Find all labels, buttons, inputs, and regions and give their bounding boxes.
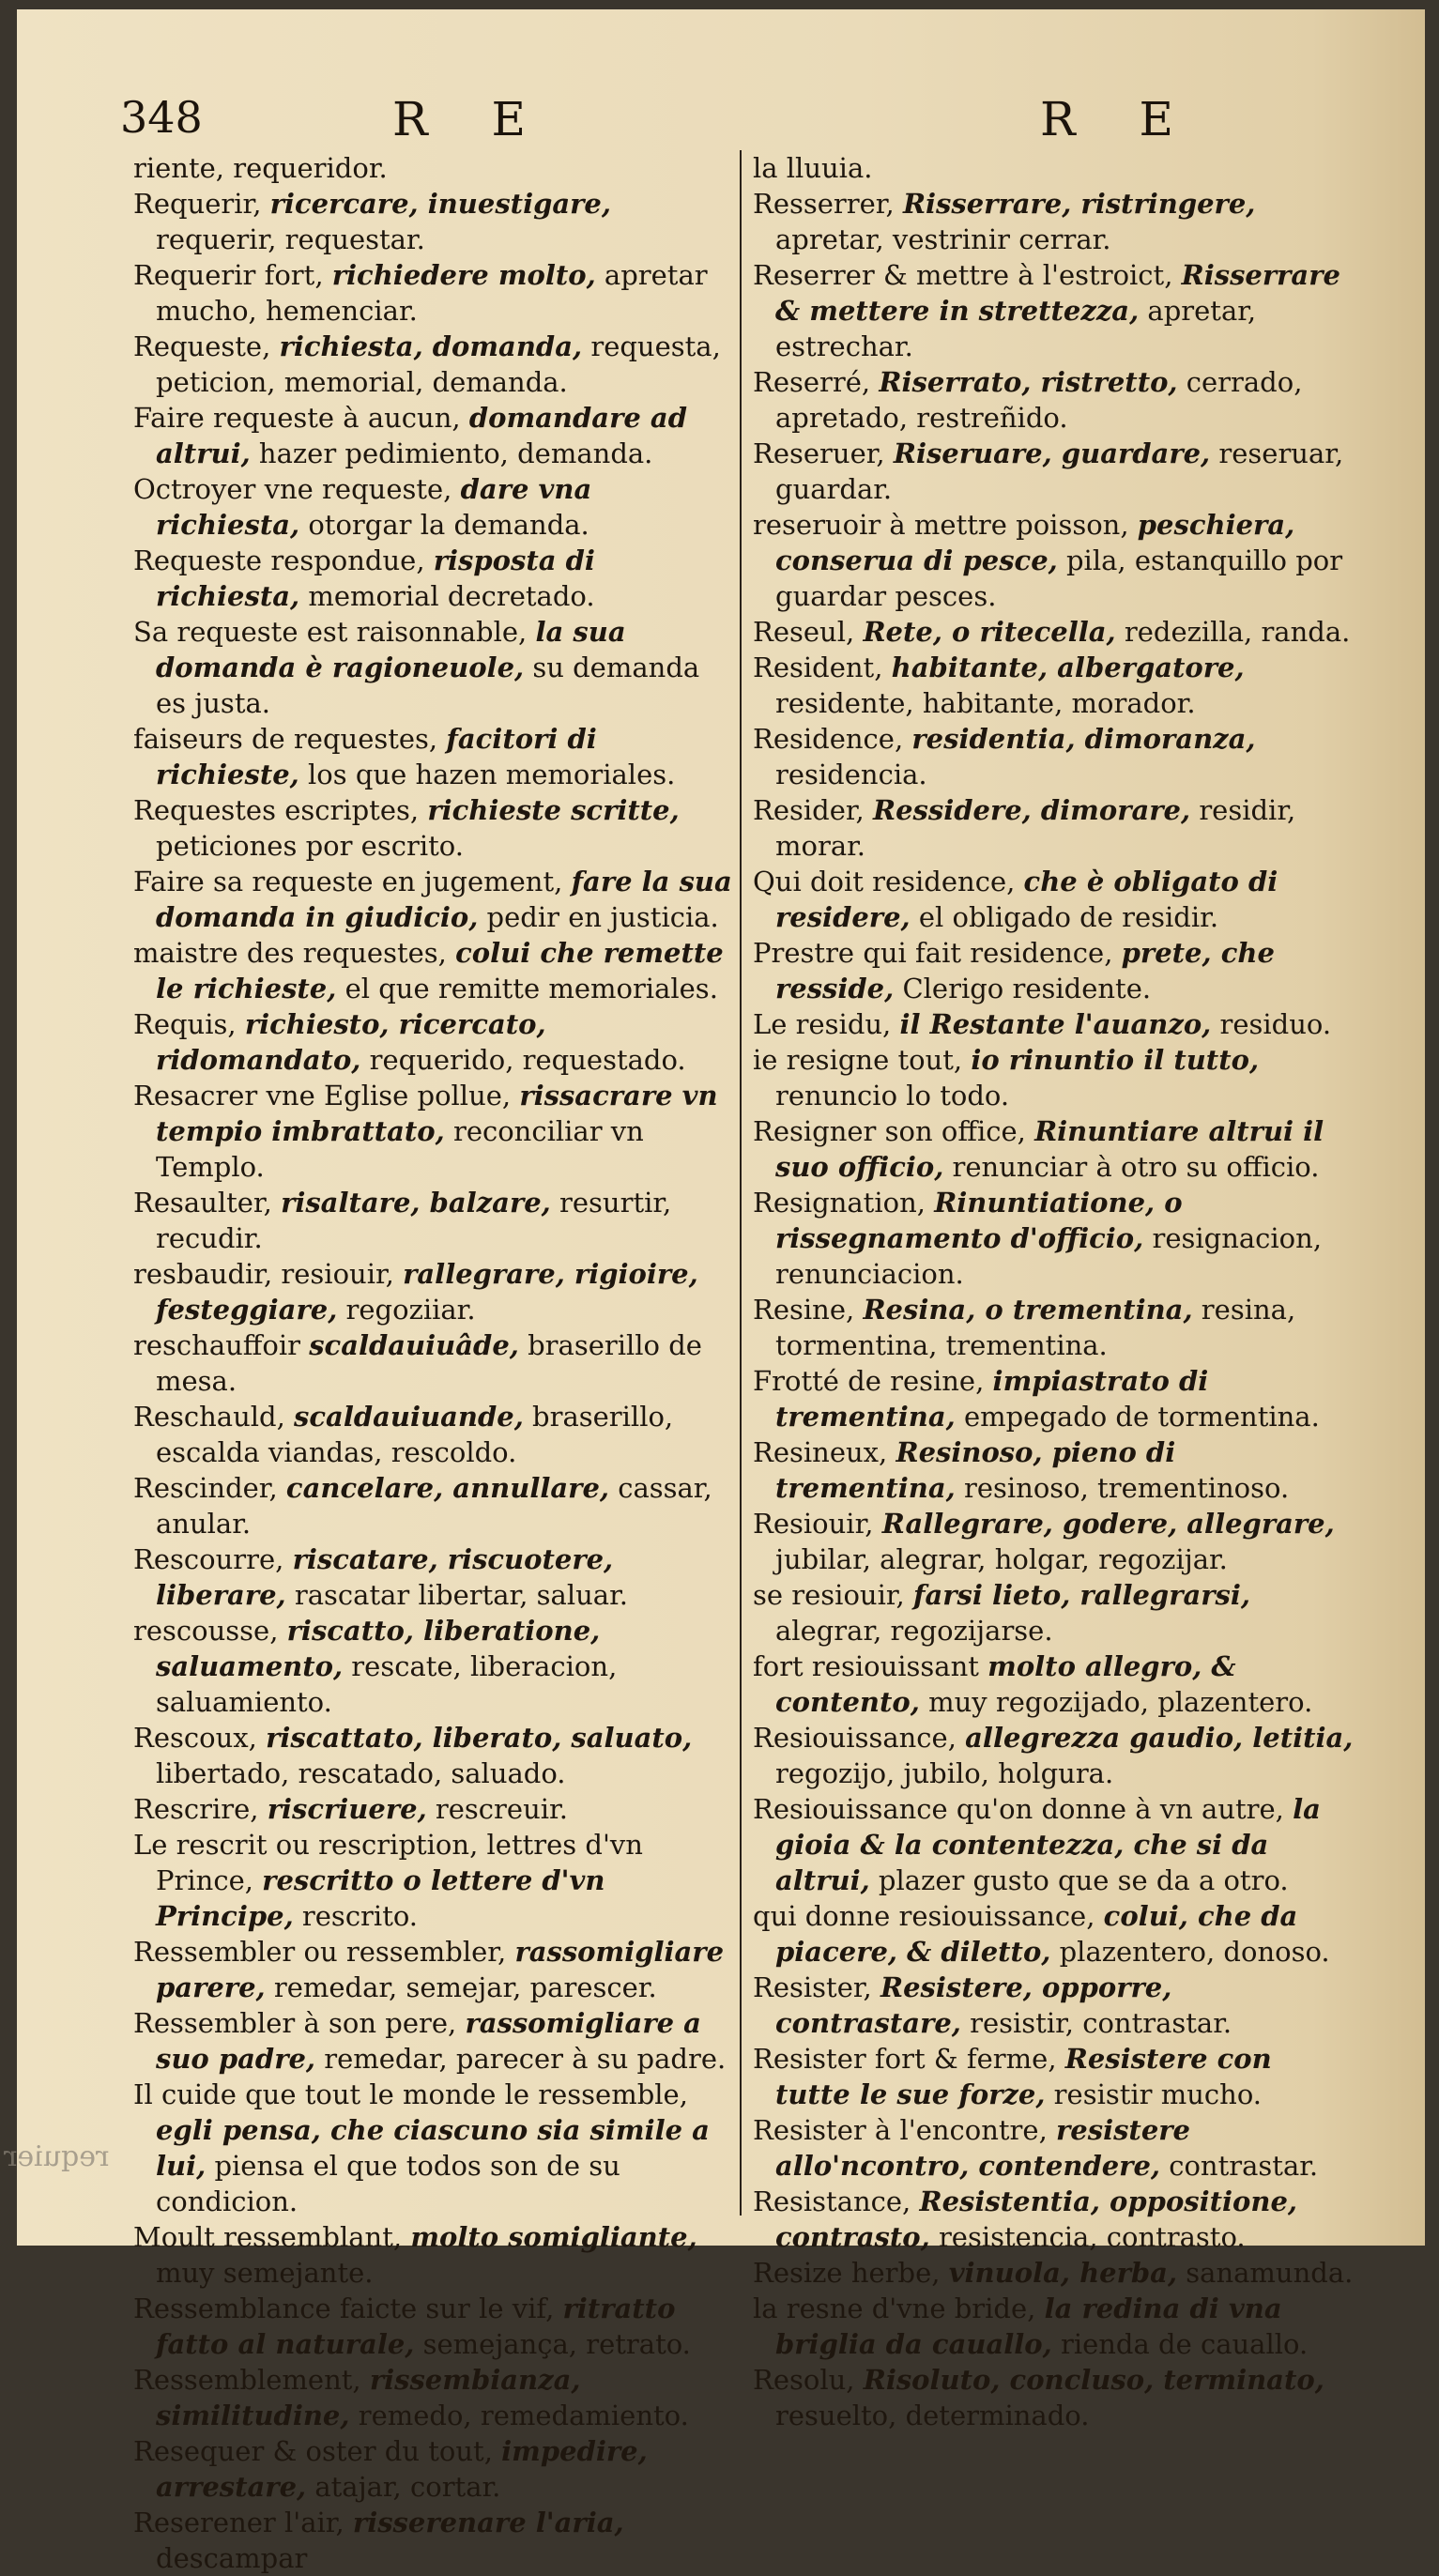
entry-french: Reserré,: [753, 366, 871, 398]
entry-italian: allegrezza gaudio, letitia,: [965, 1722, 1354, 1754]
dictionary-entry: [753, 2112, 1354, 2184]
dictionary-entry: [753, 1506, 1354, 1577]
entry-spanish: residencia.: [775, 759, 927, 790]
entry-french: Resider,: [753, 794, 865, 826]
entry-spanish: resuelto, determinado.: [775, 2400, 1090, 2431]
entry-italian: rassomigliare parere,: [156, 1936, 725, 2003]
dictionary-entry: [133, 2005, 734, 2077]
dictionary-entry: [753, 1042, 1354, 1113]
entry-spanish: pila, estanquillo por guardar pesces.: [775, 544, 1343, 612]
dictionary-entry: [753, 1363, 1354, 1434]
entry-french: Requis,: [133, 1008, 237, 1040]
entry-french: reseruoir à mettre poisson,: [753, 509, 1129, 541]
dictionary-entry: [753, 614, 1354, 650]
dictionary-entry: [133, 1006, 734, 1078]
entry-italian: molto allegro, & contento,: [775, 1650, 1236, 1718]
entry-french: Moult ressemblant,: [133, 2221, 403, 2253]
dictionary-entry: [753, 1113, 1354, 1185]
entry-italian: dare vna richiesta,: [156, 473, 592, 541]
dictionary-entry: [133, 1613, 734, 1720]
entry-italian: rassomigliare a suo padre,: [156, 2007, 701, 2075]
dictionary-entry: [753, 1648, 1354, 1720]
entry-spanish: plazentero, donoso.: [1059, 1936, 1330, 1968]
entry-spanish: resistir mucho.: [1053, 2078, 1263, 2110]
dictionary-entry: [133, 2291, 734, 2362]
entry-french: Rescinder,: [133, 1472, 278, 1504]
entry-french: Requeste,: [133, 330, 271, 362]
entry-italian: Ressidere, dimorare,: [873, 794, 1191, 826]
running-head-right: R E: [1040, 92, 1199, 146]
entry-french: Frotté de resine,: [753, 1365, 985, 1397]
entry-italian: residentia, dimoranza,: [911, 723, 1256, 755]
entry-italian: Resinoso, pieno di trementina,: [775, 1436, 1176, 1504]
entry-italian: Riseruare, guardare,: [893, 437, 1211, 469]
entry-spanish: renuncio lo todo.: [775, 1080, 1010, 1112]
entry-spanish: contrastar.: [1169, 2150, 1319, 2182]
entry-spanish: apretar, vestrinir cerrar.: [775, 223, 1111, 255]
entry-spanish: remedar, semejar, parescer.: [273, 1971, 657, 2003]
entry-spanish: libertado, rescatado, saluado.: [156, 1757, 566, 1789]
entry-french: Ressemblement,: [133, 2364, 361, 2396]
entry-italian: ricercare, inuestigare,: [269, 188, 611, 220]
dictionary-entry: [753, 1720, 1354, 1791]
dictionary-entry: [753, 186, 1354, 257]
entry-italian: Risserrare, ristringere,: [902, 188, 1256, 220]
entry-italian: Risoluto, concluso, terminato,: [863, 2364, 1324, 2396]
entry-spanish: el obligado de residir.: [918, 901, 1219, 933]
entry-french: fort resiouissant: [753, 1650, 979, 1682]
entry-french: Reseruer,: [753, 437, 885, 469]
dictionary-entry: [133, 1185, 734, 1256]
entry-italian: fare la sua domanda in giudicio,: [156, 866, 732, 933]
dictionary-entry: [133, 186, 734, 257]
entry-italian: farsi lieto, rallegrarsi,: [912, 1579, 1251, 1611]
entry-spanish: remedo, remedamiento.: [358, 2400, 689, 2431]
entry-spanish: el que remitte memoriales.: [344, 973, 718, 1004]
entry-italian: impiastrato di trementina,: [775, 1365, 1209, 1433]
entry-french: Resister à l'encontre,: [753, 2114, 1048, 2146]
entry-french: faiseurs de requestes,: [133, 723, 438, 755]
entry-french: la lluuia.: [753, 152, 873, 184]
dictionary-entry: [753, 507, 1354, 614]
entry-spanish: memorial decretado.: [308, 580, 595, 612]
entry-french: Requestes escriptes,: [133, 794, 420, 826]
entry-french: Requerir,: [133, 188, 262, 220]
entry-spanish: cassar, anular.: [156, 1472, 712, 1540]
entry-italian: la redina di vna briglia da cauallo,: [775, 2292, 1282, 2360]
entry-french: Reserener l'air,: [133, 2507, 344, 2538]
entry-french: la resne d'vne bride,: [753, 2292, 1036, 2324]
dictionary-entry: [133, 1256, 734, 1327]
entry-spanish: hazer pedimiento, demanda.: [258, 437, 653, 469]
dictionary-entry: [133, 935, 734, 1006]
entry-italian: colui, che da piacere, & diletto,: [775, 1900, 1298, 1968]
entry-spanish: apretar mucho, hemenciar.: [156, 259, 708, 327]
entry-spanish: atajar, cortar.: [314, 2471, 501, 2503]
entry-french: Resaulter,: [133, 1187, 272, 1219]
page-number: 348: [120, 92, 203, 143]
entry-spanish: braserillo de mesa.: [156, 1329, 702, 1397]
dictionary-entry: [133, 150, 734, 186]
entry-french: rescousse,: [133, 1615, 279, 1647]
entry-spanish: redezilla, randa.: [1124, 616, 1351, 648]
entry-italian: egli pensa, che ciascuno sia simile a lui,: [156, 2114, 710, 2182]
dictionary-entry: [753, 2255, 1354, 2291]
dictionary-entry: [753, 935, 1354, 1006]
entry-italian: Rallegrare, godere, allegrare,: [881, 1508, 1335, 1540]
entry-italian: risaltare, balzare,: [281, 1187, 551, 1219]
dictionary-entry: [133, 864, 734, 935]
entry-italian: Rinuntiare altrui il suo officio,: [775, 1115, 1324, 1183]
dictionary-entry: [753, 1791, 1354, 1898]
entry-spanish: muy regozijado, plazentero.: [928, 1686, 1313, 1718]
entry-italian: riscattato, liberato, saluato,: [266, 1722, 693, 1754]
entry-italian: rissembianza, similitudine,: [156, 2364, 581, 2431]
dictionary-entry: [133, 329, 734, 400]
entry-spanish: resinoso, trementinoso.: [963, 1472, 1290, 1504]
entry-italian: Rete, o ritecella,: [863, 616, 1116, 648]
entry-italian: peschiera, conserua di pesce,: [775, 509, 1295, 576]
dictionary-entry: [133, 2077, 734, 2219]
entry-italian: molto somigliante,: [410, 2221, 697, 2253]
dictionary-entry: [753, 650, 1354, 721]
dictionary-entry: [753, 792, 1354, 864]
entry-french: Sa requeste est raisonnable,: [133, 616, 528, 648]
dictionary-entry: [753, 436, 1354, 507]
entry-spanish: jubilar, alegrar, holgar, regozijar.: [775, 1543, 1228, 1575]
entry-spanish: resignacion, renunciacion.: [775, 1222, 1323, 1290]
entry-spanish: regozijo, jubilo, holgura.: [775, 1757, 1114, 1789]
dictionary-entry: [133, 1827, 734, 1934]
running-head-left: R E: [392, 92, 551, 146]
dictionary-entry: [133, 2219, 734, 2291]
entry-spanish: descampar: [156, 2542, 308, 2574]
entry-italian: la gioia & la contentezza, che si da altrui,: [775, 1793, 1321, 1896]
entry-french: Resigner son office,: [753, 1115, 1026, 1147]
entry-spanish: semejança, retrato.: [422, 2328, 691, 2360]
dictionary-entry: [753, 1970, 1354, 2041]
dictionary-entry: [753, 364, 1354, 436]
entry-italian: il Restante l'auanzo,: [899, 1008, 1212, 1040]
entry-italian: richiedere molto,: [331, 259, 596, 291]
entry-french: Reschauld,: [133, 1401, 285, 1433]
dictionary-entry: [133, 721, 734, 792]
entry-italian: Resina, o trementina,: [863, 1294, 1193, 1326]
entry-spanish: rascatar libertar, saluar.: [294, 1579, 628, 1611]
entry-italian: domandare ad altrui,: [156, 402, 687, 469]
entry-french: ie resigne tout,: [753, 1044, 963, 1076]
entry-italian: io rinuntio il tutto,: [971, 1044, 1260, 1076]
entry-spanish: resistencia, contrasto.: [938, 2221, 1246, 2253]
entry-french: Il cuide que tout le monde le ressemble,: [133, 2078, 688, 2110]
left-column: [133, 150, 734, 2576]
entry-italian: rissacrare vn tempio imbrattato,: [156, 1080, 718, 1147]
dictionary-entry: [133, 257, 734, 329]
entry-french: Resserrer,: [753, 188, 895, 220]
entry-french: maistre des requestes,: [133, 937, 447, 969]
entry-french: Resister fort & ferme,: [753, 2043, 1057, 2075]
entry-spanish: pedir en justicia.: [486, 901, 719, 933]
entry-italian: Resistentia, oppositione, contrasto,: [775, 2185, 1298, 2253]
dictionary-entry: [753, 150, 1354, 186]
entry-french: resbaudir, resiouir,: [133, 1258, 394, 1290]
entry-spanish: residuo.: [1219, 1008, 1332, 1040]
entry-spanish: regoziiar.: [345, 1294, 476, 1326]
entry-italian: richiesta, domanda,: [279, 330, 583, 362]
dictionary-entry: [133, 471, 734, 543]
right-column: [753, 150, 1354, 2433]
entry-spanish: reconciliar vn Templo.: [156, 1115, 644, 1183]
entry-italian: Resistere con tutte le sue forze,: [775, 2043, 1272, 2110]
dictionary-entry: [753, 2362, 1354, 2433]
dictionary-entry: [133, 1399, 734, 1470]
entry-italian: richieste scritte,: [427, 794, 680, 826]
entry-french: Resister,: [753, 1971, 872, 2003]
entry-spanish: resurtir, recudir.: [156, 1187, 672, 1254]
entry-french: Resacrer vne Eglise pollue,: [133, 1080, 512, 1112]
entry-french: riente, requeridor.: [133, 152, 388, 184]
dictionary-entry: [133, 1720, 734, 1791]
entry-italian: scaldauiuâde,: [309, 1329, 519, 1361]
entry-spanish: residente, habitante, morador.: [775, 687, 1196, 719]
dictionary-entry: [133, 1078, 734, 1185]
entry-french: reschauffoir: [133, 1329, 300, 1361]
dictionary-page: [17, 9, 1425, 2574]
entry-french: Ressemblance faicte sur le vif,: [133, 2292, 555, 2324]
entry-italian: prete, che resside,: [775, 937, 1275, 1004]
entry-spanish: muy semejante.: [156, 2257, 374, 2289]
dictionary-entry: [133, 2433, 734, 2505]
entry-french: Rescrire,: [133, 1793, 259, 1825]
entry-italian: richiesto, ricercato, ridomandato,: [156, 1008, 546, 1076]
entry-french: Resineux,: [753, 1436, 888, 1468]
entry-spanish: residir, morar.: [775, 794, 1296, 862]
entry-spanish: requerido, requestado.: [369, 1044, 686, 1076]
dictionary-entry: [133, 1934, 734, 2005]
entry-italian: Rinuntiatione, o rissegnamento d'officio,: [775, 1187, 1183, 1254]
entry-french: qui donne resiouissance,: [753, 1900, 1095, 1932]
dictionary-entry: [753, 2184, 1354, 2255]
entry-french: Resiouir,: [753, 1508, 874, 1540]
entry-french: Resiouissance,: [753, 1722, 957, 1754]
entry-spanish: piensa el que todos son de su condicion.: [156, 2150, 620, 2217]
entry-italian: cancelare, annullare,: [285, 1472, 609, 1504]
entry-spanish: requerir, requestar.: [156, 223, 425, 255]
entry-french: Resolu,: [753, 2364, 855, 2396]
dictionary-entry: [753, 1577, 1354, 1648]
entry-italian: Resistere, opporre, contrastare,: [775, 1971, 1172, 2039]
entry-spanish: rescrito.: [301, 1900, 419, 1932]
entry-french: Resequer & oster du tout,: [133, 2435, 493, 2467]
dictionary-entry: [753, 2291, 1354, 2362]
entry-spanish: resina, tormentina, trementina.: [775, 1294, 1296, 1361]
dictionary-entry: [133, 543, 734, 614]
dictionary-entry: [133, 1541, 734, 1613]
entry-spanish: renunciar à otro su officio.: [952, 1151, 1320, 1183]
column-rule: [740, 150, 742, 2216]
dictionary-entry: [753, 864, 1354, 935]
entry-italian: riscatto, liberatione, saluamento,: [156, 1615, 601, 1682]
dictionary-entry: [133, 1327, 734, 1399]
entry-french: Resine,: [753, 1294, 855, 1326]
entry-italian: habitante, albergatore,: [891, 652, 1245, 683]
dictionary-entry: [753, 1292, 1354, 1363]
entry-french: Reseul,: [753, 616, 855, 648]
entry-spanish: los que hazen memoriales.: [308, 759, 676, 790]
dictionary-entry: [753, 1898, 1354, 1970]
entry-spanish: peticiones por escrito.: [156, 830, 464, 862]
entry-french: Reserrer & mettre à l'estroict,: [753, 259, 1173, 291]
entry-french: Qui doit residence,: [753, 866, 1016, 897]
entry-italian: che è obligato di residere,: [775, 866, 1278, 933]
entry-italian: vinuola, herba,: [948, 2257, 1178, 2289]
entry-italian: Riserrato, ristretto,: [879, 366, 1178, 398]
dictionary-entry: [753, 1434, 1354, 1506]
entry-italian: risserenare l'aria,: [352, 2507, 624, 2538]
entry-french: Resignation,: [753, 1187, 926, 1219]
dictionary-entry: [133, 2362, 734, 2433]
entry-french: Resiouissance qu'on donne à vn autre,: [753, 1793, 1284, 1825]
entry-spanish: resistir, contrastar.: [970, 2007, 1232, 2039]
entry-french: Resistance,: [753, 2185, 911, 2217]
entry-french: Resize herbe,: [753, 2257, 941, 2289]
entry-french: Ressembler ou ressembler,: [133, 1936, 507, 1968]
dictionary-entry: [753, 257, 1354, 364]
dictionary-entry: [133, 1791, 734, 1827]
dictionary-entry: [133, 792, 734, 864]
entry-french: Prestre qui fait residence,: [753, 937, 1113, 969]
entry-spanish: remedar, parecer à su padre.: [324, 2043, 727, 2075]
entry-italian: ritratto fatto al naturale,: [156, 2292, 676, 2360]
entry-spanish: plazer gusto que se da a otro.: [878, 1864, 1289, 1896]
entry-spanish: requesta, peticion, memorial, demanda.: [156, 330, 721, 398]
entry-french: Resident,: [753, 652, 883, 683]
entry-spanish: rescreuir.: [435, 1793, 568, 1825]
entry-french: Le rescrit ou rescription, lettres d'vn Prince,: [133, 1829, 643, 1896]
entry-french: Rescoux,: [133, 1722, 257, 1754]
entry-spanish: alegrar, regozijarse.: [775, 1615, 1053, 1647]
dictionary-entry: [133, 614, 734, 721]
entry-french: Octroyer vne requeste,: [133, 473, 452, 505]
entry-french: Residence,: [753, 723, 904, 755]
entry-french: Requerir fort,: [133, 259, 324, 291]
dictionary-entry: [753, 721, 1354, 792]
entry-spanish: apretar, estrechar.: [775, 295, 1257, 362]
entry-italian: rescritto o lettere d'vn Principe,: [156, 1864, 605, 1932]
entry-spanish: rescate, liberacion, saluamiento.: [156, 1650, 618, 1718]
entry-spanish: braserillo, escalda viandas, rescoldo.: [156, 1401, 674, 1468]
entry-spanish: reseruar, guardar.: [775, 437, 1344, 505]
dictionary-entry: [753, 1185, 1354, 1292]
entry-spanish: otorgar la demanda.: [308, 509, 589, 541]
entry-italian: scaldauiuande,: [294, 1401, 524, 1433]
entry-italian: riscriuere,: [267, 1793, 427, 1825]
entry-italian: colui che remette le richieste,: [156, 937, 724, 1004]
entry-italian: rallegrare, rigioire, festeggiare,: [156, 1258, 698, 1326]
entry-italian: la sua domanda è ragioneuole,: [156, 616, 626, 683]
entry-french: se resiouir,: [753, 1579, 905, 1611]
entry-italian: facitori di richieste,: [156, 723, 597, 790]
entry-french: Ressembler à son pere,: [133, 2007, 457, 2039]
entry-spanish: cerrado, apretado, restreñido.: [775, 366, 1303, 434]
entry-italian: impedire, arrestare,: [156, 2435, 648, 2503]
entry-spanish: Clerigo residente.: [902, 973, 1152, 1004]
entry-french: Faire requeste à aucun,: [133, 402, 461, 434]
entry-spanish: su demanda es justa.: [156, 652, 700, 719]
dictionary-entry: [753, 1006, 1354, 1042]
entry-italian: riscatare, riscuotere, liberare,: [156, 1543, 614, 1611]
entry-spanish: rienda de cauallo.: [1060, 2328, 1309, 2360]
entry-italian: resistere allo'ncontro, contendere,: [775, 2114, 1191, 2182]
entry-french: Le residu,: [753, 1008, 892, 1040]
entry-french: Faire sa requeste en jugement,: [133, 866, 563, 897]
entry-italian: risposta di richiesta,: [156, 544, 595, 612]
entry-french: Requeste respondue,: [133, 544, 425, 576]
dictionary-entry: [753, 2041, 1354, 2112]
margin-bleed-text: requier: [4, 2140, 110, 2173]
dictionary-entry: [133, 400, 734, 471]
dictionary-entry: [133, 2505, 734, 2576]
dictionary-entry: [133, 1470, 734, 1541]
entry-french: Rescourre,: [133, 1543, 284, 1575]
entry-spanish: empegado de tormentina.: [963, 1401, 1320, 1433]
entry-italian: Risserrare & mettere in strettezza,: [775, 259, 1340, 327]
entry-spanish: sanamunda.: [1186, 2257, 1354, 2289]
